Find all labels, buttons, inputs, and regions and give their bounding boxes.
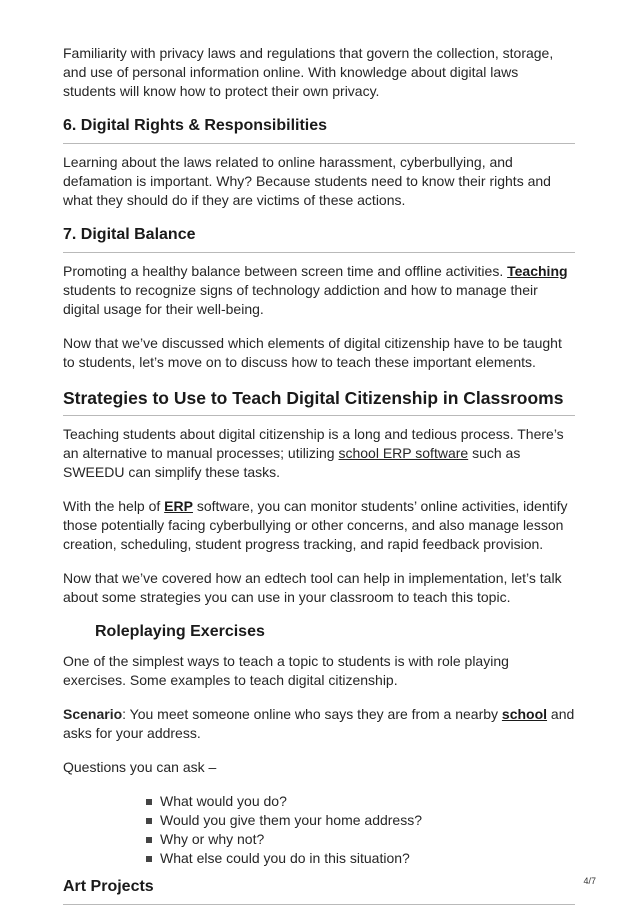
- square-bullet-icon: [146, 837, 152, 843]
- strategies-paragraph-2: [63, 497, 575, 554]
- list-item: [160, 811, 575, 830]
- questions-intro: Questions you can ask –: [63, 759, 217, 775]
- square-bullet-icon: [146, 856, 152, 862]
- roleplaying-paragraph: One of the simplest ways to teach a topic to students is with role playing exercises. Some examples to teach digital citizenship.: [63, 653, 509, 688]
- document-page: [63, 44, 575, 914]
- list-item: [160, 792, 575, 811]
- question-text: What would you do?: [160, 793, 287, 809]
- followup-paragraph: Now that we’ve discussed which elements of digital citizenship have to be taught to students, let’s move on to discuss how to teach these important elements.: [63, 335, 562, 370]
- question-text: Would you give them your home address?: [160, 812, 422, 828]
- strategies-paragraph-3: Now that we’ve covered how an edtech tool can help in implementation, let’s talk about some strategies you can use in your classroom to teach this topic.: [63, 570, 562, 605]
- section-heading-digital-balance: 7. Digital Balance: [63, 225, 575, 253]
- teaching-link[interactable]: Teaching: [507, 263, 568, 279]
- question-text: What else could you do in this situation?: [160, 850, 410, 866]
- roleplaying-heading: Roleplaying Exercises: [95, 623, 265, 640]
- intro-paragraph: Familiarity with privacy laws and regulations that govern the collection, storage, and use of personal information online. With knowledge about digital laws students will know how to protect their own privacy.: [63, 45, 554, 99]
- questions-list: [63, 792, 575, 868]
- digital-balance-text-before: Promoting a healthy balance between screen time and offline activities.: [63, 263, 508, 279]
- square-bullet-icon: [146, 818, 152, 824]
- art-projects-heading: Art Projects: [63, 877, 575, 905]
- digital-balance-text-after: students to recognize signs of technology addiction and how to manage their digital usage for their well-being.: [63, 282, 538, 317]
- list-item: [160, 830, 575, 849]
- page-number: 4/7: [583, 876, 596, 886]
- section-heading-digital-rights: 6. Digital Rights & Responsibilities: [63, 116, 575, 144]
- strategies-paragraph-1: [63, 425, 575, 482]
- list-item: [160, 849, 575, 868]
- strategies-heading: Strategies to Use to Teach Digital Citizenship in Classrooms: [63, 387, 575, 416]
- digital-balance-paragraph: [63, 262, 575, 319]
- digital-rights-paragraph: Learning about the laws related to online harassment, cyberbullying, and defamation is important. Why? Because students need to know their rights and what they should do if they are victims of these actions.: [63, 154, 551, 208]
- scenario-text-before: : You meet someone online who says they are from a nearby: [122, 706, 502, 722]
- scenario-paragraph: [63, 705, 575, 743]
- strategies-p2-after: software, you can monitor students’ online activities, identify those potentially facing cyberbullying or other concerns, and also manage lesson creation, scheduling, student progress tracking, and rapid feedback provision.: [63, 498, 568, 552]
- strategies-p2-before: With the help of: [63, 498, 165, 514]
- square-bullet-icon: [146, 799, 152, 805]
- school-link[interactable]: school: [501, 706, 548, 722]
- scenario-text-after: and asks for your address.: [63, 706, 575, 741]
- strategies-p1-after: such as SWEEDU can simplify these tasks.: [63, 445, 521, 480]
- strategies-p1-before: Teaching students about digital citizenship is a long and tedious process. There’s an alternative to manual processes; utilizing: [63, 426, 564, 461]
- school-erp-software-link[interactable]: school ERP software: [338, 445, 469, 461]
- scenario-label: Scenario: [63, 706, 123, 722]
- erp-link[interactable]: ERP: [164, 498, 193, 514]
- question-text: Why or why not?: [160, 831, 265, 847]
